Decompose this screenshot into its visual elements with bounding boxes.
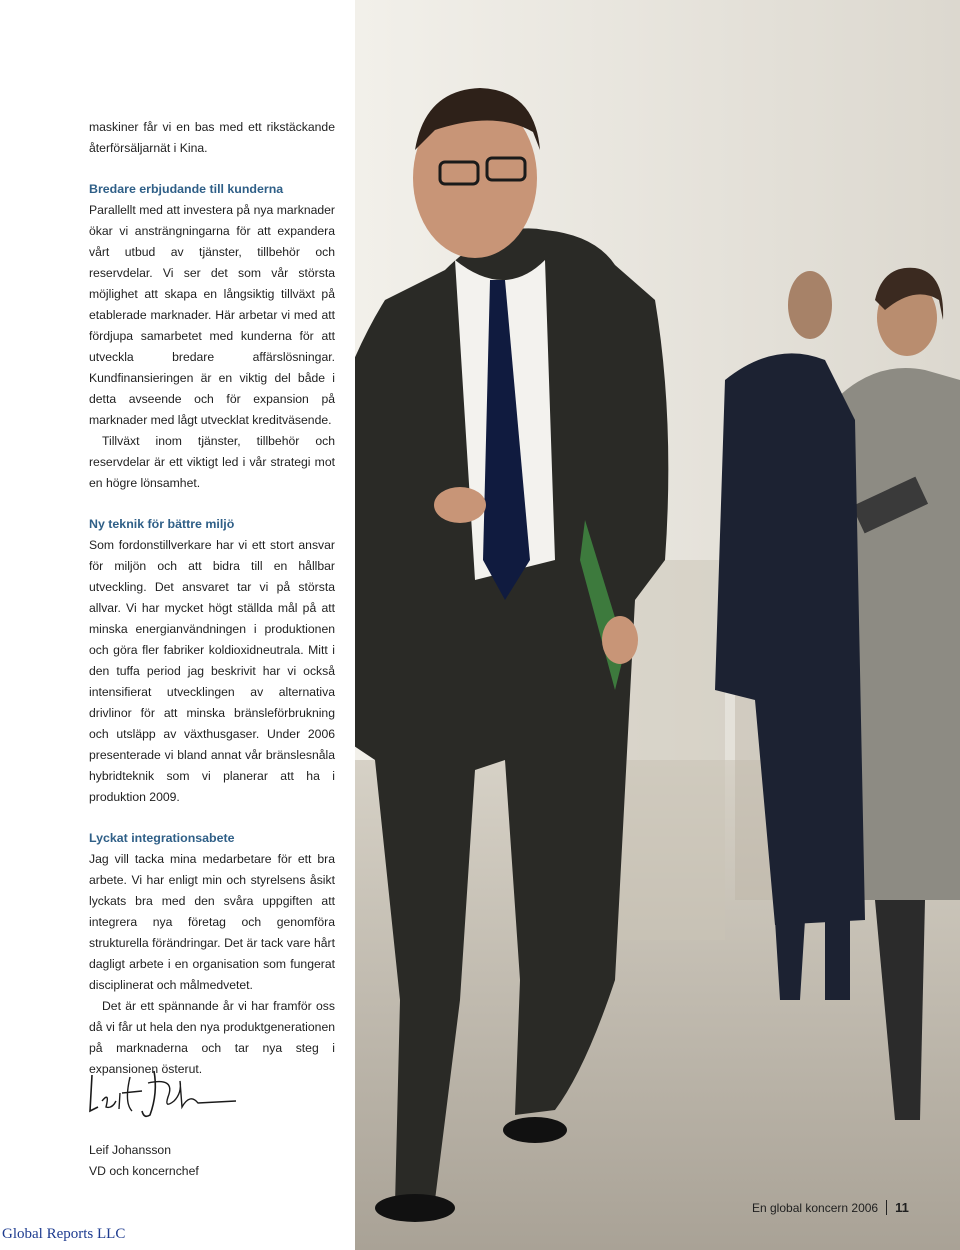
signer-block bbox=[89, 1140, 199, 1182]
signer-title: VD och koncernchef bbox=[89, 1164, 199, 1178]
page-footer bbox=[752, 1200, 909, 1215]
page-number: 11 bbox=[886, 1200, 909, 1215]
body-paragraph: Det är ett spännande år vi har framför oss då vi får ut hela den nya produktgenerationen på marknaderna och tar nya steg i expansionen österut. bbox=[89, 999, 335, 1076]
section-heading: Ny teknik för bättre miljö bbox=[89, 517, 235, 531]
body-paragraph: Som fordonstillverkare har vi ett stort ansvar för miljön och att bidra till en hållbar utveckling. Det ansvaret tar vi på största allvar. Vi har mycket högt ställda mål på att minska energianvändningen i produktionen och göra fler fabriker koldioxidneutrala. Mitt i den tuffa period jag beskrivit har vi också intensifierat utvecklingen av alternativa drivlinor för att minska bränsleförbrukning och utsläpp av växthusgaser. Under 2006 presenterade vi bland annat vår bränslesnåla hybridteknik som vi planerar att ha i produktion 2009. bbox=[89, 538, 335, 804]
body-paragraph: Tillväxt inom tjänster, tillbehör och reservdelar är ett viktigt led i vår strategi mot en högre lönsamhet. bbox=[89, 434, 335, 490]
section-heading: Bredare erbjudande till kunderna bbox=[89, 182, 284, 196]
watermark-text: Global Reports LLC bbox=[2, 1226, 126, 1242]
signer-name: Leif Johansson bbox=[89, 1143, 171, 1157]
body-text-column bbox=[89, 117, 335, 1080]
section-heading: Lyckat integrationsabete bbox=[89, 831, 235, 845]
publication-title: En global koncern 2006 bbox=[752, 1201, 879, 1215]
intro-paragraph: maskiner får vi en bas med ett rikstäckande återförsäljarnät i Kina. bbox=[89, 120, 335, 155]
handwritten-signature bbox=[86, 1063, 246, 1123]
body-paragraph: Parallellt med att investera på nya marknader ökar vi ansträngningarna för att expandera vårt utbud av tjänster, tillbehör och reservdelar. Vi ser det som vår största möjlighet att skapa en långsiktig tillväxt på etablerade marknader. Här arbetar vi med att fördjupa samarbetet med kunderna för att utveckla bredare affärslösningar. Kundfinansieringen är en viktig del både i detta avseende och för expansion på marknader med lågt utvecklat kreditväsende. bbox=[89, 203, 335, 427]
photo-illustration bbox=[355, 0, 960, 1250]
body-paragraph: Jag vill tacka mina medarbetare för ett bra arbete. Vi har enligt min och styrelsens åsikt lyckats bra med den svåra uppgiften att integrera nya företag och genomföra strukturella förändringar. Det är tack vare hårt dagligt arbete i en organisation som fungerat disciplinerat och målmedvetet. bbox=[89, 852, 335, 992]
cover-photo bbox=[355, 0, 960, 1250]
